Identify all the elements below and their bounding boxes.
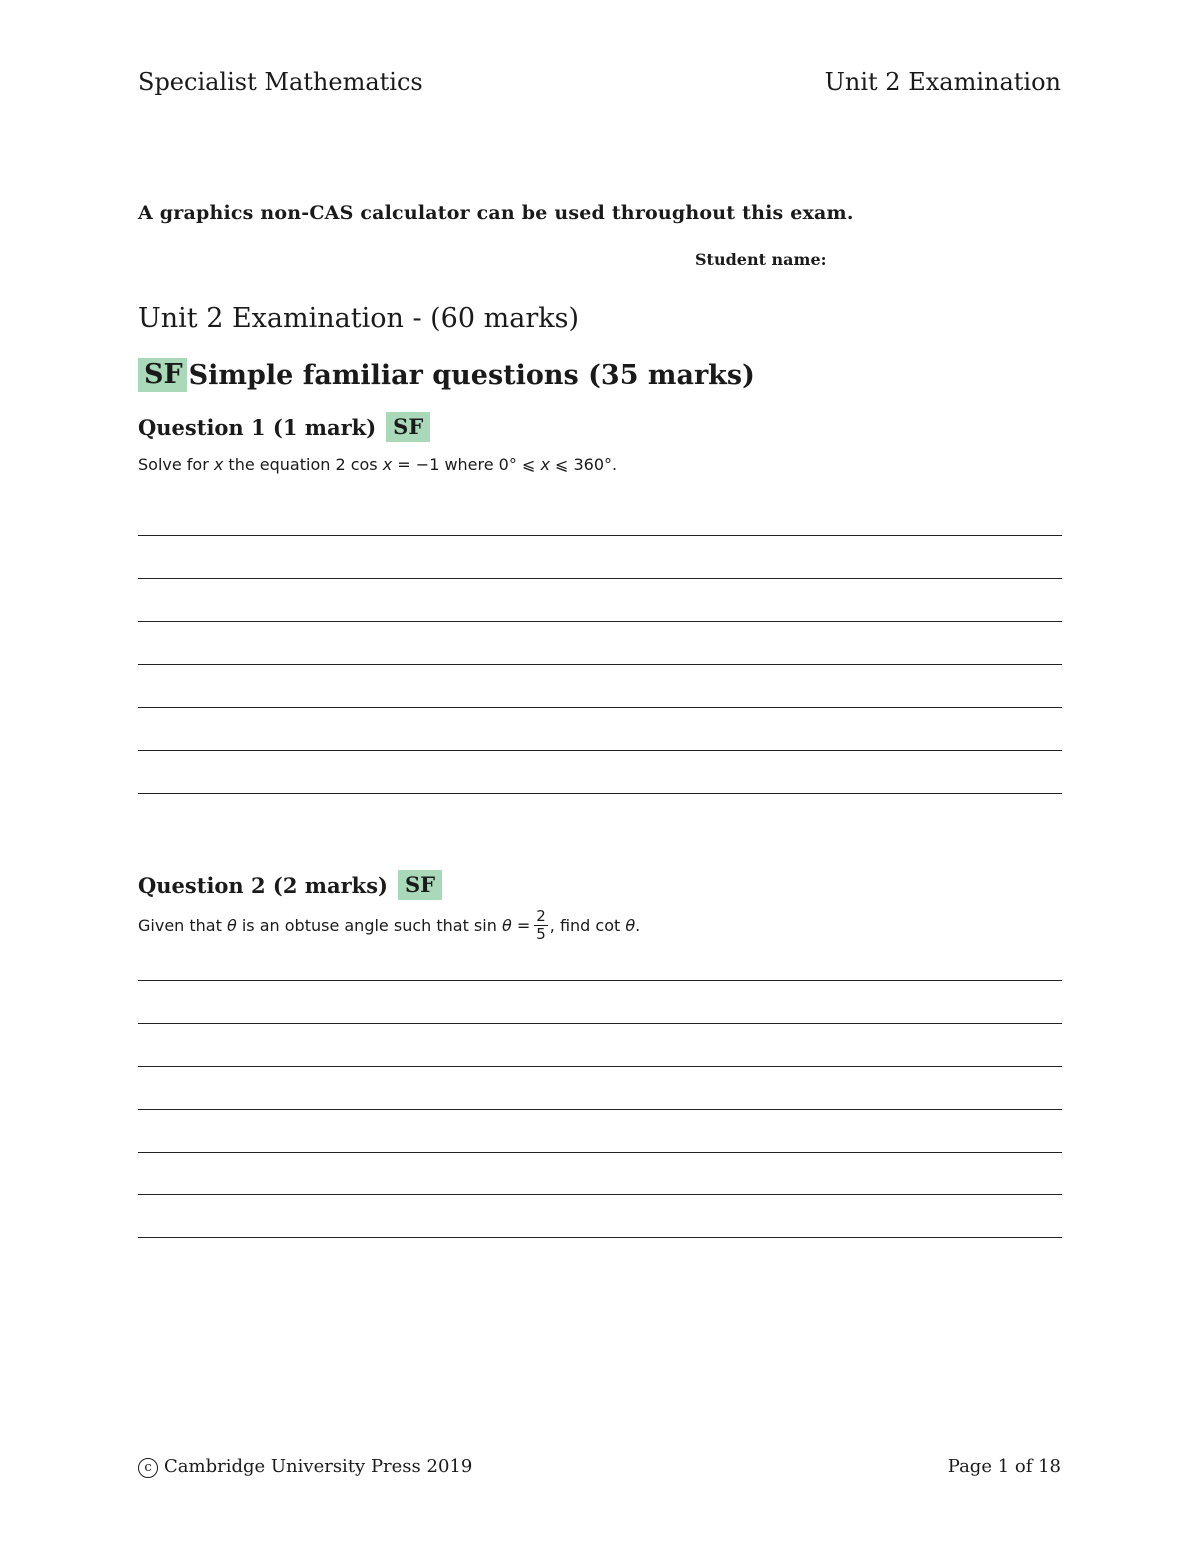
exam-title: Unit 2 Examination - (60 marks) [138, 303, 579, 334]
q2-text-part: Given that [138, 916, 227, 935]
question-2-text [138, 908, 640, 943]
header-subject: Specialist Mathematics [138, 68, 423, 96]
answer-line[interactable] [138, 621, 1062, 622]
q1-var-x: x [213, 455, 224, 474]
header-exam: Unit 2 Examination [824, 68, 1061, 96]
q1-text-part: Solve for [138, 455, 214, 474]
question-1-heading-text: Question 1 (1 mark) [138, 414, 377, 440]
q2-text-part: , find cot [549, 916, 626, 935]
question-2-heading [138, 870, 442, 900]
answer-line[interactable] [138, 1194, 1062, 1195]
q2-var-theta: θ [226, 916, 237, 935]
fraction-two-fifths [534, 908, 548, 943]
section-sf-badge: SF [138, 358, 187, 392]
answer-line[interactable] [138, 750, 1062, 751]
q2-var-theta: θ [625, 916, 636, 935]
question-2-sf-badge: SF [398, 870, 442, 900]
section-title-text: Simple familiar questions (35 marks) [188, 359, 755, 391]
q1-text-part: = −1 where 0° ⩽ [392, 455, 541, 474]
q2-text-part: = [511, 916, 531, 935]
answer-line[interactable] [138, 578, 1062, 579]
q1-text-part: ⩽ 360°. [549, 455, 618, 474]
answer-line[interactable] [138, 1023, 1062, 1024]
answer-line[interactable] [138, 707, 1062, 708]
answer-line[interactable] [138, 1152, 1062, 1153]
footer-page-number: Page 1 of 18 [947, 1456, 1061, 1477]
q1-var-x: x [382, 455, 393, 474]
question-1-text [138, 455, 617, 474]
q2-text-part: is an obtuse angle such that sin [236, 916, 502, 935]
copyright-icon: c [138, 1458, 158, 1478]
calculator-note: A graphics non-CAS calculator can be used throughout this exam. [138, 202, 854, 224]
fraction-denominator: 5 [536, 925, 546, 943]
answer-line[interactable] [138, 793, 1062, 794]
answer-line[interactable] [138, 1109, 1062, 1110]
footer-copyright [138, 1456, 472, 1478]
q2-var-theta: θ [501, 916, 512, 935]
fraction-numerator: 2 [536, 907, 546, 925]
answer-line[interactable] [138, 1066, 1062, 1067]
footer-copyright-text: Cambridge University Press 2019 [164, 1456, 473, 1477]
q1-var-x: x [540, 455, 550, 474]
question-2-heading-text: Question 2 (2 marks) [138, 872, 388, 898]
student-name-label: Student name: [695, 250, 827, 269]
question-1-heading [138, 412, 430, 442]
answer-line[interactable] [138, 535, 1062, 536]
answer-line[interactable] [138, 980, 1062, 981]
answer-line[interactable] [138, 664, 1062, 665]
answer-line[interactable] [138, 1237, 1062, 1238]
q1-text-part: the equation 2 cos [223, 455, 383, 474]
q2-text-part: . [635, 916, 641, 935]
section-title [138, 358, 755, 392]
question-1-sf-badge: SF [386, 412, 430, 442]
